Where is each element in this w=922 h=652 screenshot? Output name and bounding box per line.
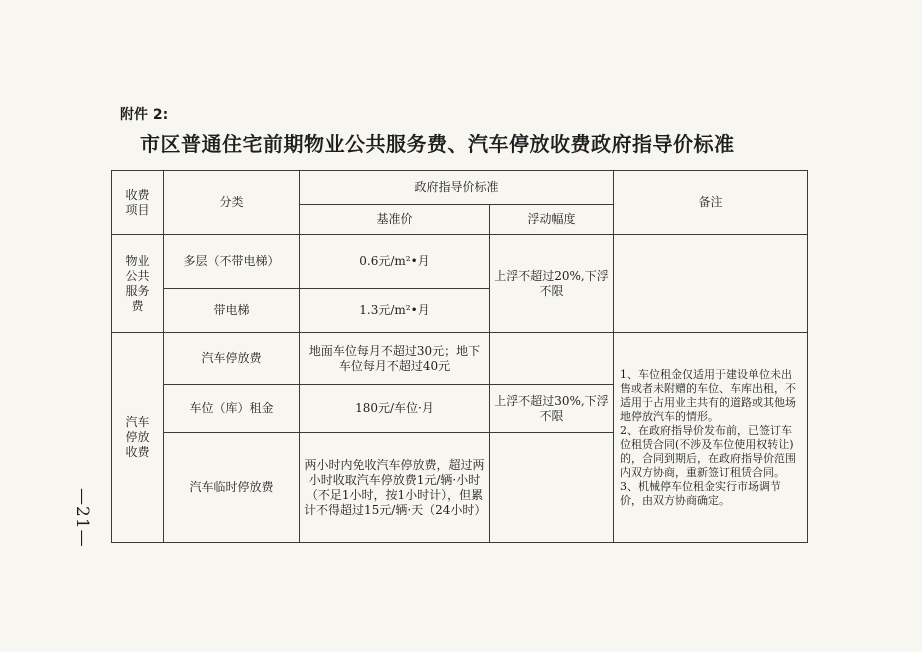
table-row (112, 235, 808, 289)
float-range-cell: 上浮不超过20%,下浮不限 (490, 235, 614, 333)
base-price-cell: 180元/车位·月 (300, 385, 490, 433)
category-cell: 车位（库）租金 (164, 385, 300, 433)
base-price-cell: 0.6元/m²•月 (300, 235, 490, 289)
remarks-cell (614, 333, 808, 543)
group-item-parking: 汽车停放收费 (112, 333, 164, 543)
price-standard-table (111, 170, 808, 543)
float-range-cell-empty (490, 333, 614, 385)
header-row-1 (112, 171, 808, 205)
category-cell: 带电梯 (164, 289, 300, 333)
remark-item: 2、在政府指导价发布前，已签订车位租赁合同(不涉及车位使用权转让)的，合同到期后，在政府指导价范围内双方协商，重新签订租赁合同。 (620, 423, 797, 479)
document-title: 市区普通住宅前期物业公共服务费、汽车停放收费政府指导价标准 (140, 132, 735, 156)
float-range-cell-empty (490, 433, 614, 543)
category-cell: 多层（不带电梯） (164, 235, 300, 289)
header-remarks: 备注 (614, 171, 808, 235)
page-number: —21— (72, 488, 92, 548)
header-item: 收费项目 (112, 171, 164, 235)
header-base-price: 基准价 (300, 205, 490, 235)
header-float-range: 浮动幅度 (490, 205, 614, 235)
header-category: 分类 (164, 171, 300, 235)
attachment-label: 附件 2: (120, 107, 169, 123)
float-range-cell: 上浮不超过30%,下浮不限 (490, 385, 614, 433)
base-price-cell: 1.3元/m²•月 (300, 289, 490, 333)
remarks-cell-empty (614, 235, 808, 333)
remark-item: 1、车位租金仅适用于建设单位未出售或者未附赠的车位、车库出租，不适用于占用业主共有的道路或其他场地停放汽车的情形。 (620, 367, 797, 423)
table-row (112, 333, 808, 385)
remark-item: 3、机械停车位租金实行市场调节价，由双方协商确定。 (620, 479, 782, 507)
group-item-property: 物业公共服务费 (112, 235, 164, 333)
base-price-cell: 地面车位每月不超过30元；地下车位每月不超过40元 (300, 333, 490, 385)
header-guide-price: 政府指导价标准 (300, 171, 614, 205)
category-cell: 汽车停放费 (164, 333, 300, 385)
category-cell: 汽车临时停放费 (164, 433, 300, 543)
base-price-cell: 两小时内免收汽车停放费，超过两小时收取汽车停放费1元/辆·小时（不足1小时，按1小时计），但累计不得超过15元/辆·天（24小时） (300, 433, 490, 543)
